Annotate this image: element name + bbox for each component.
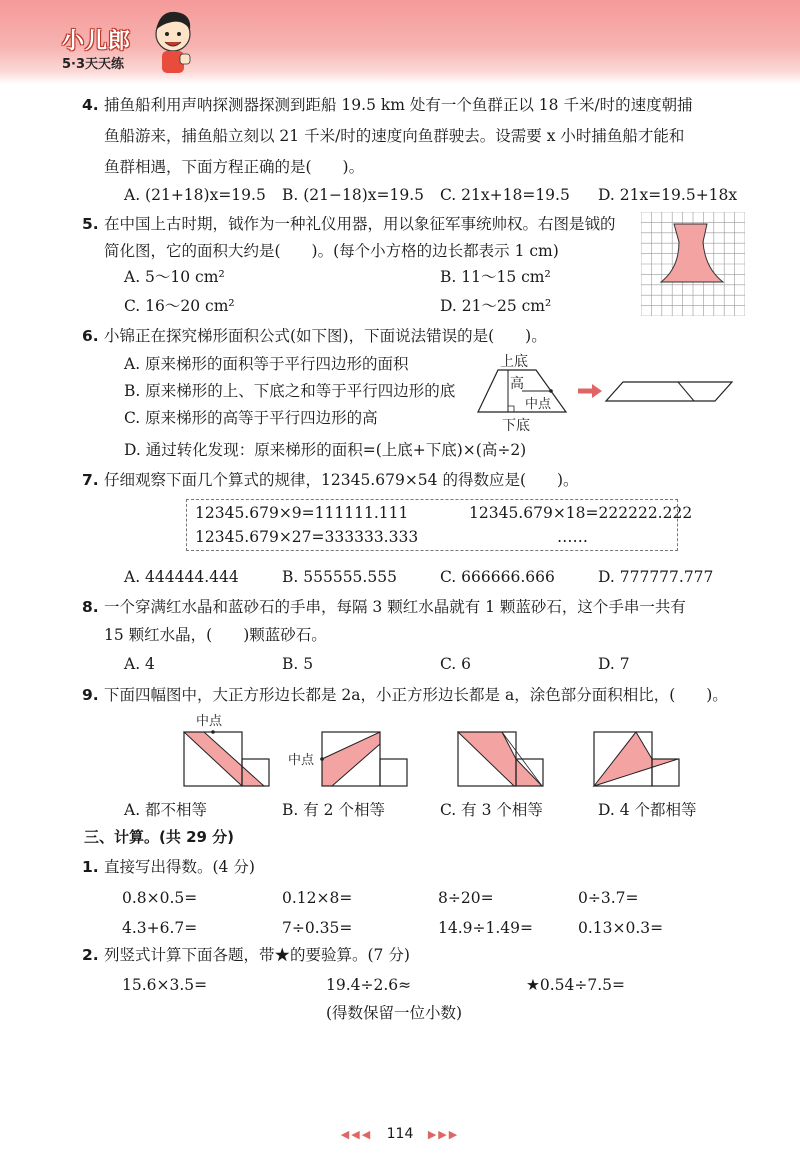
option-c[interactable]: C. 6 [440, 655, 472, 673]
option-c[interactable]: C. 原来梯形的高等于平行四边形的高 [124, 409, 378, 427]
pattern-line: 12345.679×18=222222.222 [469, 504, 693, 522]
label-midpoint: 中点 [196, 714, 223, 729]
label-bottom-base: 下底 [502, 418, 530, 434]
option-d[interactable]: D. 通过转化发现：原来梯形的面积=(上底+下底)×(高÷2) [124, 441, 527, 459]
q9-figure-2 [288, 732, 407, 786]
option-a[interactable]: A. 444444.444 [124, 568, 239, 586]
q9-figures [170, 708, 760, 790]
option-c[interactable]: C. 16～20 cm² [124, 297, 235, 315]
option-b[interactable]: B. 11～15 cm² [440, 268, 551, 286]
prev-triangles-icon: ◀◀◀ [340, 1128, 373, 1141]
question-number: 8. [82, 598, 99, 616]
question-text: 仔细观察下面几个算式的规律，12345.679×54 的得数应是( )。 [104, 471, 579, 489]
question-text: 一个穿满红水晶和蓝砂石的手串，每隔 3 颗红水晶就有 1 颗蓝砂石，这个手串一共有 [104, 598, 686, 616]
question-text: 直接写出得数。(4 分) [104, 858, 255, 876]
question-number: 1. [82, 858, 99, 876]
option-c[interactable]: C. 有 3 个相等 [440, 801, 543, 819]
calc-item: 7÷0.35= [282, 919, 353, 937]
question-number: 6. [82, 327, 99, 345]
question-text: 鱼船游来，捕鱼船立刻以 21 千米/时的速度向鱼群驶去。设需要 x 小时捕鱼船才能和 [104, 127, 685, 145]
brand-title: 小儿郎 [62, 29, 132, 54]
yue-grid-figure [641, 212, 745, 316]
calc-item: ★0.54÷7.5= [526, 976, 626, 994]
option-a[interactable]: A. 5～10 cm² [124, 268, 225, 286]
calc-item: 0.13×0.3= [578, 919, 664, 937]
option-b[interactable]: B. 5 [282, 655, 314, 673]
label-midpoint: 中点 [288, 753, 315, 768]
option-b[interactable]: B. (21−18)x=19.5 [282, 186, 425, 204]
option-a[interactable]: A. (21+18)x=19.5 [124, 186, 266, 204]
option-c[interactable]: C. 21x+18=19.5 [440, 186, 570, 204]
option-b[interactable]: B. 555555.555 [282, 568, 397, 586]
calc-item: 15.6×3.5= [122, 976, 208, 994]
q9-figure-4 [594, 732, 679, 786]
question-text: 小锦正在探究梯形面积公式(如下图)，下面说法错误的是( )。 [104, 327, 547, 345]
brand-subtitle: 5·3天天练 [62, 57, 125, 72]
question-number: 4. [82, 96, 99, 114]
pattern-box [186, 499, 693, 551]
option-d[interactable]: D. 777777.777 [598, 568, 714, 586]
option-a[interactable]: A. 都不相等 [124, 801, 208, 819]
pattern-line: 12345.679×27=333333.333 [195, 528, 419, 546]
calc-note: (得数保留一位小数) [326, 1004, 463, 1022]
option-d[interactable]: D. 7 [598, 655, 630, 673]
option-d[interactable]: D. 21x=19.5+18x [598, 186, 738, 204]
question-number: 2. [82, 946, 99, 964]
option-a[interactable]: A. 原来梯形的面积等于平行四边形的面积 [124, 355, 409, 373]
question-text: 列竖式计算下面各题，带★的要验算。(7 分) [104, 946, 410, 964]
calc-item: 14.9÷1.49= [438, 919, 533, 937]
question-text: 捕鱼船利用声呐探测器探测到距船 19.5 km 处有一个鱼群正以 18 千米/时的速度朝捕 [104, 96, 693, 114]
question-number: 9. [82, 686, 99, 704]
page-footer [0, 1126, 800, 1142]
pattern-line: 12345.679×9=111111.111 [195, 504, 409, 522]
question-text: 下面四幅图中，大正方形边长都是 2a，小正方形边长都是 a，涂色部分面积相比，( )。 [104, 686, 728, 704]
q9-figure-1 [184, 713, 269, 786]
question-text: 15 颗红水晶，( )颗蓝砂石。 [104, 626, 327, 644]
section-title: 三、计算。(共 29 分) [84, 828, 235, 846]
calc-item: 4.3+6.7= [122, 919, 198, 937]
label-midpoint: 中点 [525, 397, 552, 412]
brand-logo [62, 24, 131, 72]
page-number: 114 [386, 1126, 414, 1142]
mascot-icon [150, 6, 196, 76]
label-top-base: 上底 [500, 354, 528, 370]
calc-item: 19.4÷2.6≈ [326, 976, 412, 994]
question-number: 7. [82, 471, 99, 489]
question-text: 简化图，它的面积大约是( )。(每个小方格的边长都表示 1 cm) [104, 242, 559, 260]
calc-item: 0÷3.7= [578, 889, 639, 907]
option-d[interactable]: D. 21～25 cm² [440, 297, 552, 315]
option-b[interactable]: B. 有 2 个相等 [282, 801, 385, 819]
label-height: 高 [510, 376, 524, 392]
q9-figure-3 [458, 732, 543, 786]
question-number: 5. [82, 215, 99, 233]
next-triangles-icon: ▶▶▶ [427, 1128, 460, 1141]
option-a[interactable]: A. 4 [124, 655, 155, 673]
calc-item: 8÷20= [438, 889, 494, 907]
option-c[interactable]: C. 666666.666 [440, 568, 555, 586]
pattern-ellipsis: …… [557, 528, 588, 546]
calc-item: 0.12×8= [282, 889, 353, 907]
option-d[interactable]: D. 4 个都相等 [598, 801, 697, 819]
trapezoid-figure [470, 350, 750, 434]
arrow-right-icon [592, 384, 602, 398]
option-b[interactable]: B. 原来梯形的上、下底之和等于平行四边形的底 [124, 382, 456, 400]
question-text: 在中国上古时期，钺作为一种礼仪用器，用以象征军事统帅权。右图是钺的 [104, 215, 616, 233]
calc-item: 0.8×0.5= [122, 889, 198, 907]
question-text: 鱼群相遇，下面方程正确的是( )。 [104, 158, 365, 176]
